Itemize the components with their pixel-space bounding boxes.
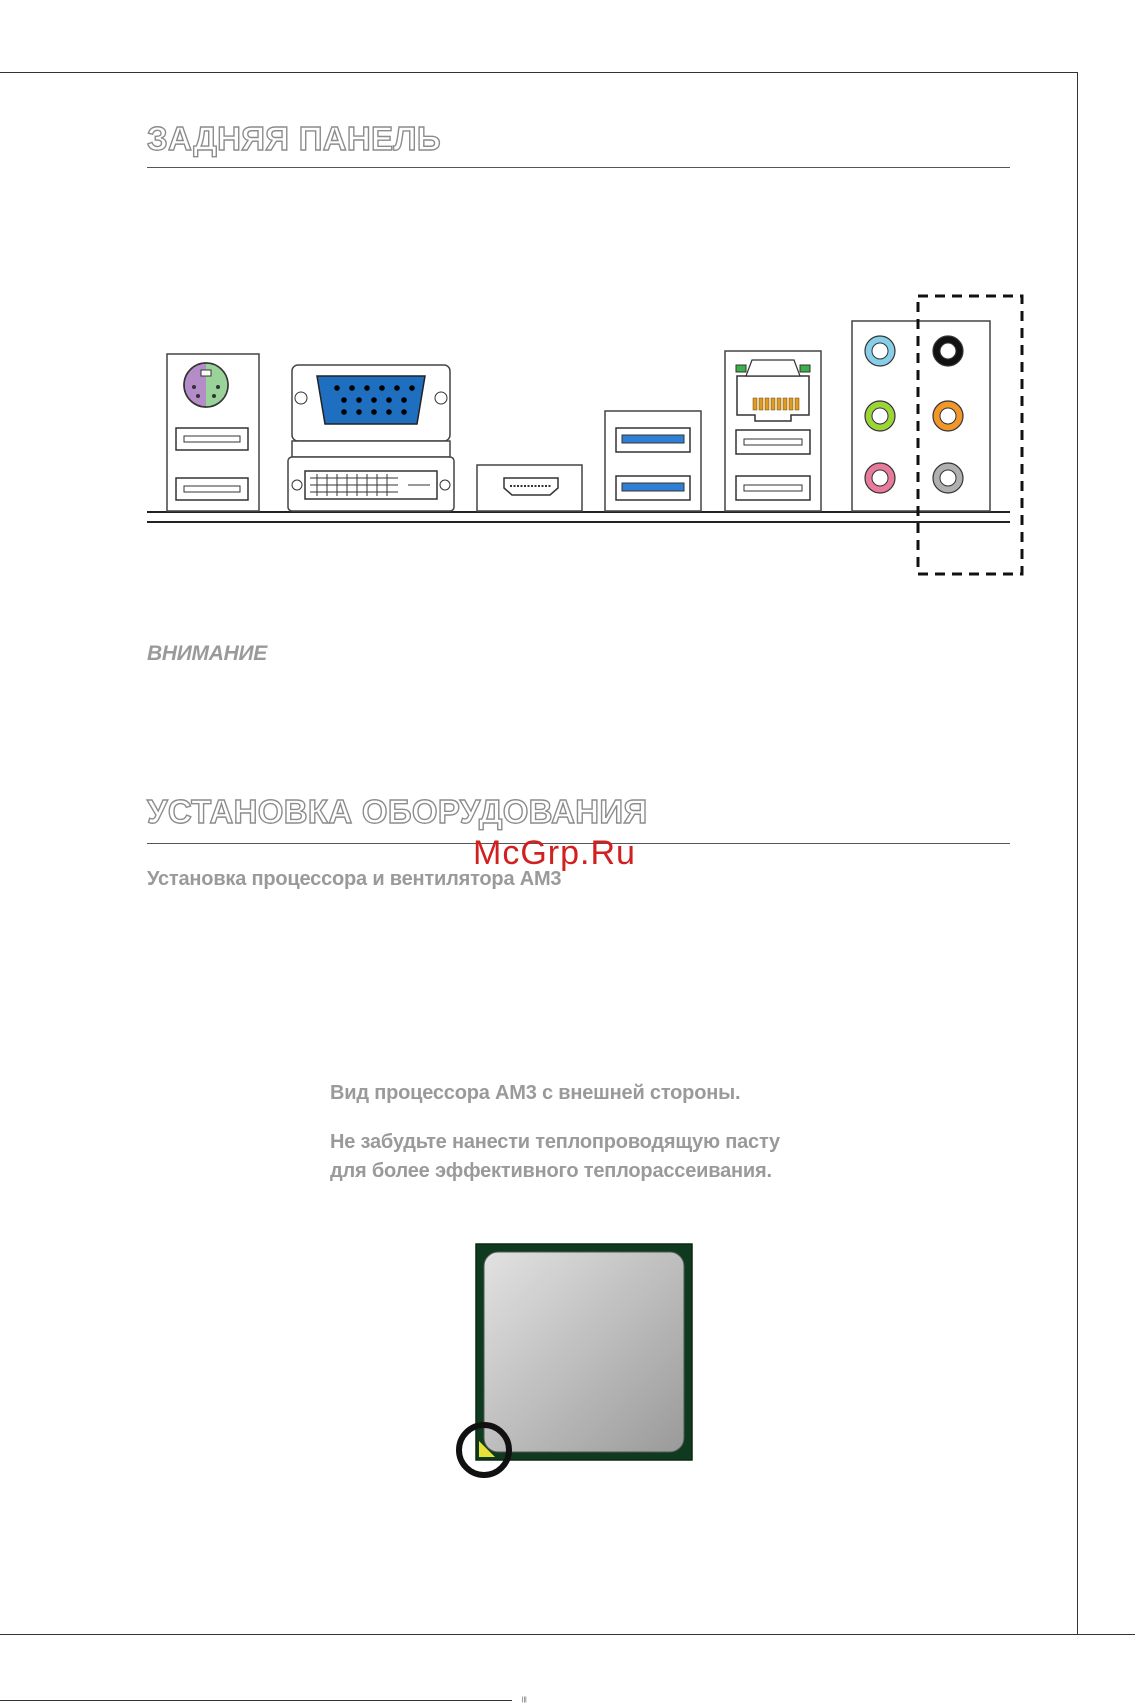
subsection-title: Установка процессора и вентилятора AM3 <box>147 868 562 890</box>
audio-jack-black <box>933 336 963 366</box>
section-rule <box>147 167 1010 168</box>
cpu-hint: Не забудьте нанести теплопроводящую пасту для более эффективного теплорассеивания. <box>330 1131 780 1182</box>
notice-label: ВНИМАНИЕ <box>147 642 267 665</box>
usb3-stack <box>605 411 701 511</box>
audio-stack <box>852 321 990 511</box>
vga-dvi-stack <box>288 365 454 511</box>
section-title-back-panel: ЗАДНЯЯ ПАНЕЛЬ <box>147 120 441 157</box>
ps2-usb-stack <box>167 354 259 511</box>
watermark: McGrp.Ru <box>473 834 636 872</box>
usb-port <box>736 476 810 500</box>
page-frame-right <box>1077 72 1078 1634</box>
hdmi-port <box>477 465 582 511</box>
page-frame-bottom <box>0 1634 1135 1635</box>
usb3-port <box>616 476 690 500</box>
usb-port <box>176 478 248 500</box>
vga-port <box>317 376 425 424</box>
audio-jack-pink <box>865 463 895 493</box>
cpu-caption: Вид процессора AM3 с внешней стороны. <box>330 1082 741 1104</box>
cpu-heat-spreader <box>484 1252 684 1452</box>
audio-jack-blue <box>865 336 895 366</box>
cpu-illustration <box>450 1238 700 1483</box>
footer-mark: ||| <box>522 1697 527 1703</box>
audio-jack-gray <box>933 463 963 493</box>
section-title-hardware-setup: УСТАНОВКА ОБОРУДОВАНИЯ <box>147 793 648 830</box>
back-panel-diagram <box>140 290 1030 580</box>
audio-jack-green <box>865 401 895 431</box>
footer-line <box>0 1700 512 1701</box>
page-frame-top <box>0 72 1078 73</box>
lan-usb-stack <box>725 351 821 511</box>
audio-jack-orange <box>933 401 963 431</box>
usb3-port <box>616 428 690 452</box>
usb-port <box>736 430 810 454</box>
usb-port <box>176 428 248 450</box>
